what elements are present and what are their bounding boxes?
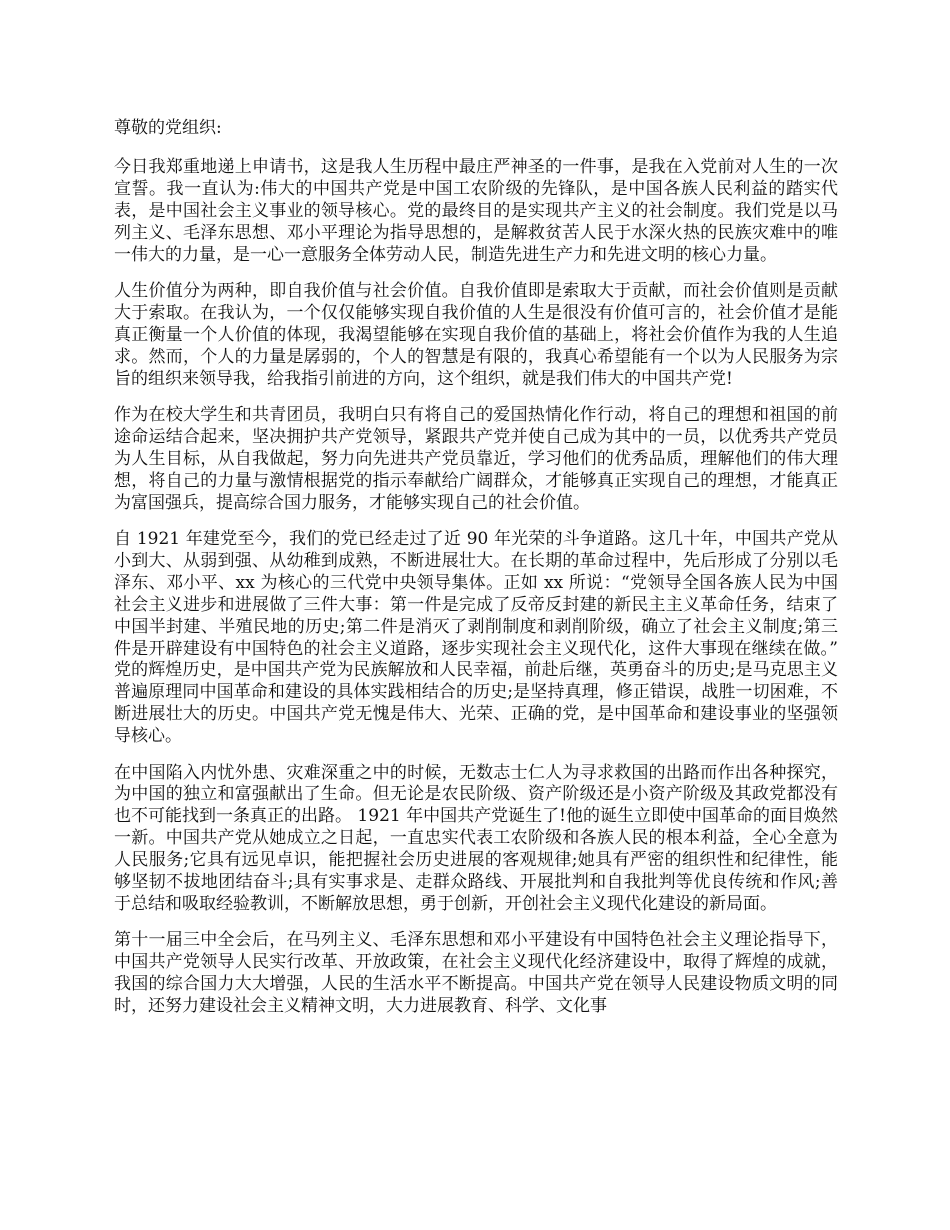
- salutation: 尊敬的党组织:: [114, 118, 222, 138]
- paragraph-5: 在中国陷入内忧外患、灾难深重之中的时候，无数志士仁人为寻求救国的出路而作出各种探究，为中国的独立和富强献出了生命。但无论是农民阶级、资产阶级还是小资产阶级及其政党都没有也不可能找到一条真正的出路。 1921 年中国共产党诞生了!他的诞生立即使中国革命的面目焕然一新。中国共产党从她成立之日起，一直忠实代表工农阶级和各族人民的根本利益，全心全意为人民服务;它具有远见卓识，能把握社会历史进展的客观规律;她具有严密的组织性和纪律性，能够坚韧不拔地团结奋斗;具有实事求是、走群众路线、开展批判和自我批判等优良传统和作风;善于总结和吸取经验教训，不断解放思想，勇于创新，开创社会主义现代化建设的新局面。: [114, 762, 838, 914]
- paragraph-3: 作为在校大学生和共青团员，我明白只有将自己的爱国热情化作行动，将自己的理想和祖国的前途命运结合起来，坚决拥护共产党领导，紧跟共产党并使自己成为其中的一员，以优秀共产党员为人生目标，从自我做起，努力向先进共产党员靠近，学习他们的优秀品质，理解他们的伟大理想，将自己的力量与激情根据党的指示奉献给广阔群众，才能够真正实现自己的理想，才能真正为富国强兵，提高综合国力服务，才能够实现自己的社会价值。: [114, 404, 838, 513]
- paragraph-4: 自 1921 年建党至今，我们的党已经走过了近 90 年光荣的斗争道路。这几十年，中国共产党从小到大、从弱到强、从幼稚到成熟，不断进展壮大。在长期的革命过程中，先后形成了分别以毛泽东、邓小平、xx 为核心的三代党中央领导集体。正如 xx 所说：“党领导全国各族人民为中国社会主义进步和进展做了三件大事：第一件是完成了反帝反封建的新民主主义革命任务，结束了中国半封建、半殖民地的历史;第二件是消灭了剥削制度和剥削阶级，确立了社会主义制度;第三件是开辟建设有中国特色的社会主义道路，逐步实现社会主义现代化，这件大事现在继续在做。” 党的辉煌历史，是中国共产党为民族解放和人民幸福，前赴后继，英勇奋斗的历史;是马克思主义普遍原理同中国革命和建设的具体实践相结合的历史;是坚持真理，修正错误，战胜一切困难，不断进展壮大的历史。中国共产党无愧是伟大、光荣、正确的党，是中国革命和建设事业的坚强领导核心。: [114, 529, 838, 747]
- document-page: [114, 118, 838, 1033]
- paragraph-1: 今日我郑重地递上申请书，这是我人生历程中最庄严神圣的一件事，是我在入党前对人生的一次宣誓。我一直认为:伟大的中国共产党是中国工农阶级的先锋队，是中国各族人民利益的踏实代表，是中国社会主义事业的领导核心。党的最终目的是实现共产主义的社会制度。我们党是以马列主义、毛泽东思想、邓小平理论为指导思想的，是解救贫苦人民于水深火热的民族灾难中的唯一伟大的力量，是一心一意服务全体劳动人民，制造先进生产力和先进文明的核心力量。: [114, 156, 838, 265]
- paragraph-2: 人生价值分为两种，即自我价值与社会价值。自我价值即是索取大于贡献，而社会价值则是贡献大于索取。在我认为，一个仅仅能够实现自我价值的人生是很没有价值可言的，社会价值才是能真正衡量一个人价值的体现，我渴望能够在实现自我价值的基础上，将社会价值作为我的人生追求。然而，个人的力量是孱弱的，个人的智慧是有限的，我真心希望能有一个以为人民服务为宗旨的组织来领导我，给我指引前进的方向，这个组织，就是我们伟大的中国共产党!: [114, 280, 838, 389]
- paragraph-6: 第十一届三中全会后，在马列主义、毛泽东思想和邓小平建设有中国特色社会主义理论指导下，中国共产党领导人民实行改革、开放政策，在社会主义现代化经济建设中，取得了辉煌的成就，我国的综合国力大大增强，人民的生活水平不断提高。中国共产党在领导人民建设物质文明的同时，还努力建设社会主义精神文明，大力进展教育、科学、文化事: [114, 930, 838, 1017]
